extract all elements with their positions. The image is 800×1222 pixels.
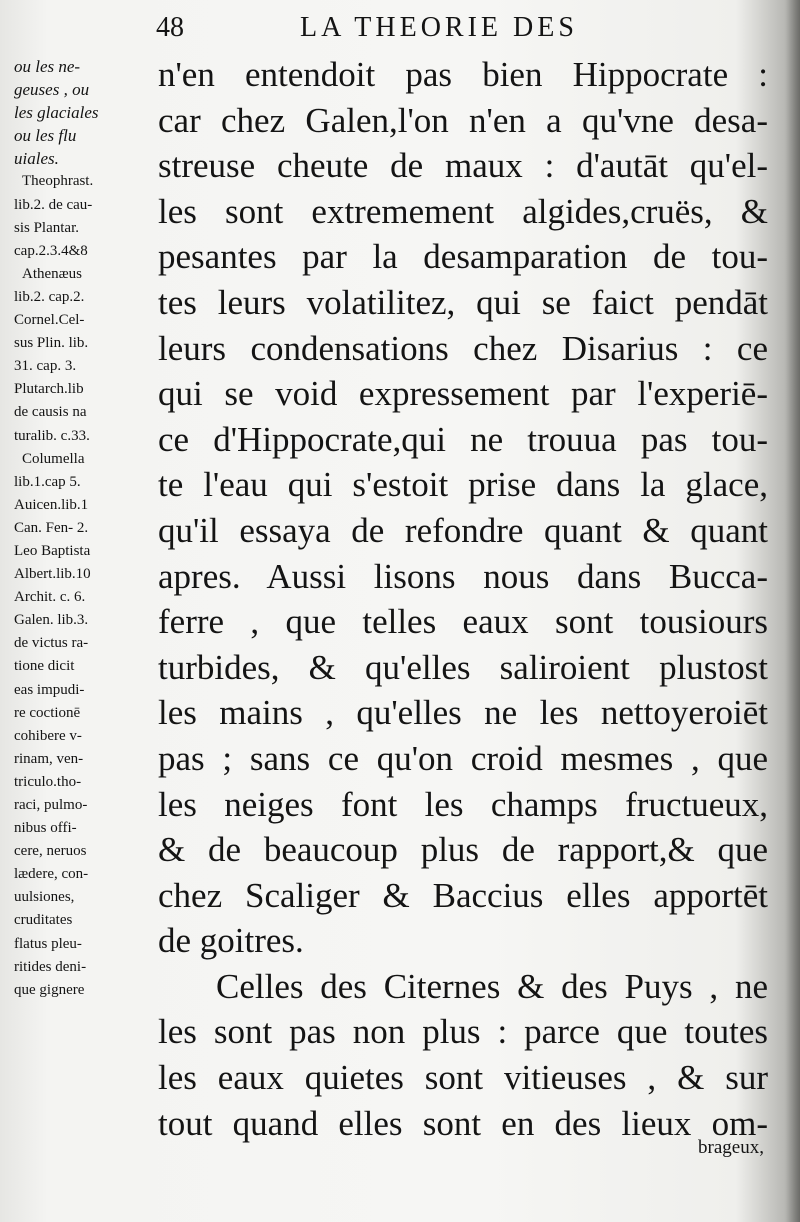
text-line: qu'il essaya de refondre quant & quant xyxy=(158,510,768,550)
page-edge-shadow xyxy=(786,0,800,1222)
catchword: brageux, xyxy=(698,1137,764,1158)
margin-note-line: cere, neruos xyxy=(14,843,87,860)
text-line: les neiges font les champs fructueux, xyxy=(158,784,768,824)
main-text xyxy=(158,52,768,1146)
text-line: pesantes par la desamparation de tou- xyxy=(158,237,768,277)
text-line: pas ; sans ce qu'on croid mesmes , que xyxy=(158,738,768,778)
margin-note-line: turalib. c.33. xyxy=(14,427,90,444)
margin-note-line: les glaciales xyxy=(14,103,99,123)
text-line: les sont extremement algides,cruës, & xyxy=(158,191,768,231)
margin-note-line: 31. cap. 3. xyxy=(14,358,77,375)
text-line: les eaux quietes sont vitieuses , & sur xyxy=(158,1058,768,1098)
margin-note-line: Can. Fen- 2. xyxy=(14,519,89,536)
margin-note-line: Archit. c. 6. xyxy=(14,589,86,606)
margin-note-line: cruditates xyxy=(14,912,73,929)
margin-note-line: lædere, con- xyxy=(14,866,89,883)
text-line: de goitres. xyxy=(158,921,304,961)
margin-note-line: rinam, ven- xyxy=(14,750,84,767)
text-line: car chez Galen,l'on n'en a qu'vne desa- xyxy=(158,100,768,140)
margin-note-line: Leo Baptista xyxy=(14,542,91,559)
margin-note-line: Albert.lib.10 xyxy=(14,566,91,583)
text-line: tes leurs volatilitez, qui se faict pendāt xyxy=(158,282,768,322)
text-line: ferre , que telles eaux sont tousiours xyxy=(158,602,768,642)
text-line: tout quand elles sont en des lieux om- xyxy=(158,1103,768,1143)
margin-note-line: de causis na xyxy=(14,404,87,421)
margin-note-line: ou les flu xyxy=(14,126,77,146)
text-line: & de beaucoup plus de rapport,& que xyxy=(158,830,768,870)
margin-note-line: geuses , ou xyxy=(14,80,90,100)
margin-note-line: ritides deni- xyxy=(14,958,87,975)
margin-note-line: cohibere v- xyxy=(14,727,82,744)
margin-note-line: Galen. lib.3. xyxy=(14,612,89,629)
text-line: chez Scaliger & Baccius elles apportēt xyxy=(158,875,768,915)
text-line: ce d'Hippocrate,qui ne trouua pas tou- xyxy=(158,419,768,459)
margin-note-line: lib.2. cap.2. xyxy=(14,288,85,305)
text-line: leurs condensations chez Disarius : ce xyxy=(158,328,768,368)
running-head: LA THEORIE DES xyxy=(300,12,578,43)
margin-notes xyxy=(14,55,154,1002)
text-line: n'en entendoit pas bien Hippocrate : xyxy=(158,55,768,94)
margin-note-line: flatus pleu- xyxy=(14,935,82,952)
margin-note-line: lib.1.cap 5. xyxy=(14,473,81,490)
margin-note-line: de victus ra- xyxy=(14,635,89,652)
paragraph-start-line: Celles des Citernes & des Puys , ne xyxy=(216,966,768,1006)
margin-note-line: nibus offi- xyxy=(14,820,77,837)
margin-note-line: Athenæus xyxy=(22,265,82,282)
margin-note-line: tione dicit xyxy=(14,658,75,675)
text-line: turbides, & qu'elles saliroient plustost xyxy=(158,647,768,687)
margin-note-line: re coctionē xyxy=(14,704,81,721)
margin-note-line: Auicen.lib.1 xyxy=(14,496,89,513)
margin-note-line: sis Plantar. xyxy=(14,219,80,236)
margin-note-line: ou les ne- xyxy=(14,57,81,76)
margin-note-line: que gignere xyxy=(14,981,85,998)
text-line: qui se void expressement par l'experiē- xyxy=(158,374,768,414)
margin-note-line: uiales. xyxy=(14,149,59,169)
text-line: apres. Aussi lisons nous dans Bucca- xyxy=(158,556,768,596)
text-line: te l'eau qui s'estoit prise dans la glace, xyxy=(158,465,768,505)
margin-note-line: lib.2. de cau- xyxy=(14,196,93,213)
margin-note-line: cap.2.3.4&8 xyxy=(14,242,88,259)
text-line: les sont pas non plus : parce que toutes xyxy=(158,1012,768,1052)
margin-note-line: eas impudi- xyxy=(14,681,85,698)
text-line: les mains , qu'elles ne les nettoyeroiēt xyxy=(158,693,768,733)
margin-note-line: sus Plin. lib. xyxy=(14,335,89,352)
margin-note-line: triculo.tho- xyxy=(14,773,82,790)
margin-note-line: uulsiones, xyxy=(14,889,75,906)
margin-note-line: Cornel.Cel- xyxy=(14,312,85,329)
margin-note-line: Columella xyxy=(22,450,85,467)
margin-note-line: Theophrast. xyxy=(22,173,94,190)
margin-note-line: Plutarch.lib xyxy=(14,381,84,398)
text-line: streuse cheute de maux : d'autāt qu'el- xyxy=(158,146,768,186)
margin-note-line: raci, pulmo- xyxy=(14,797,88,813)
page-number: 48 xyxy=(156,12,184,43)
